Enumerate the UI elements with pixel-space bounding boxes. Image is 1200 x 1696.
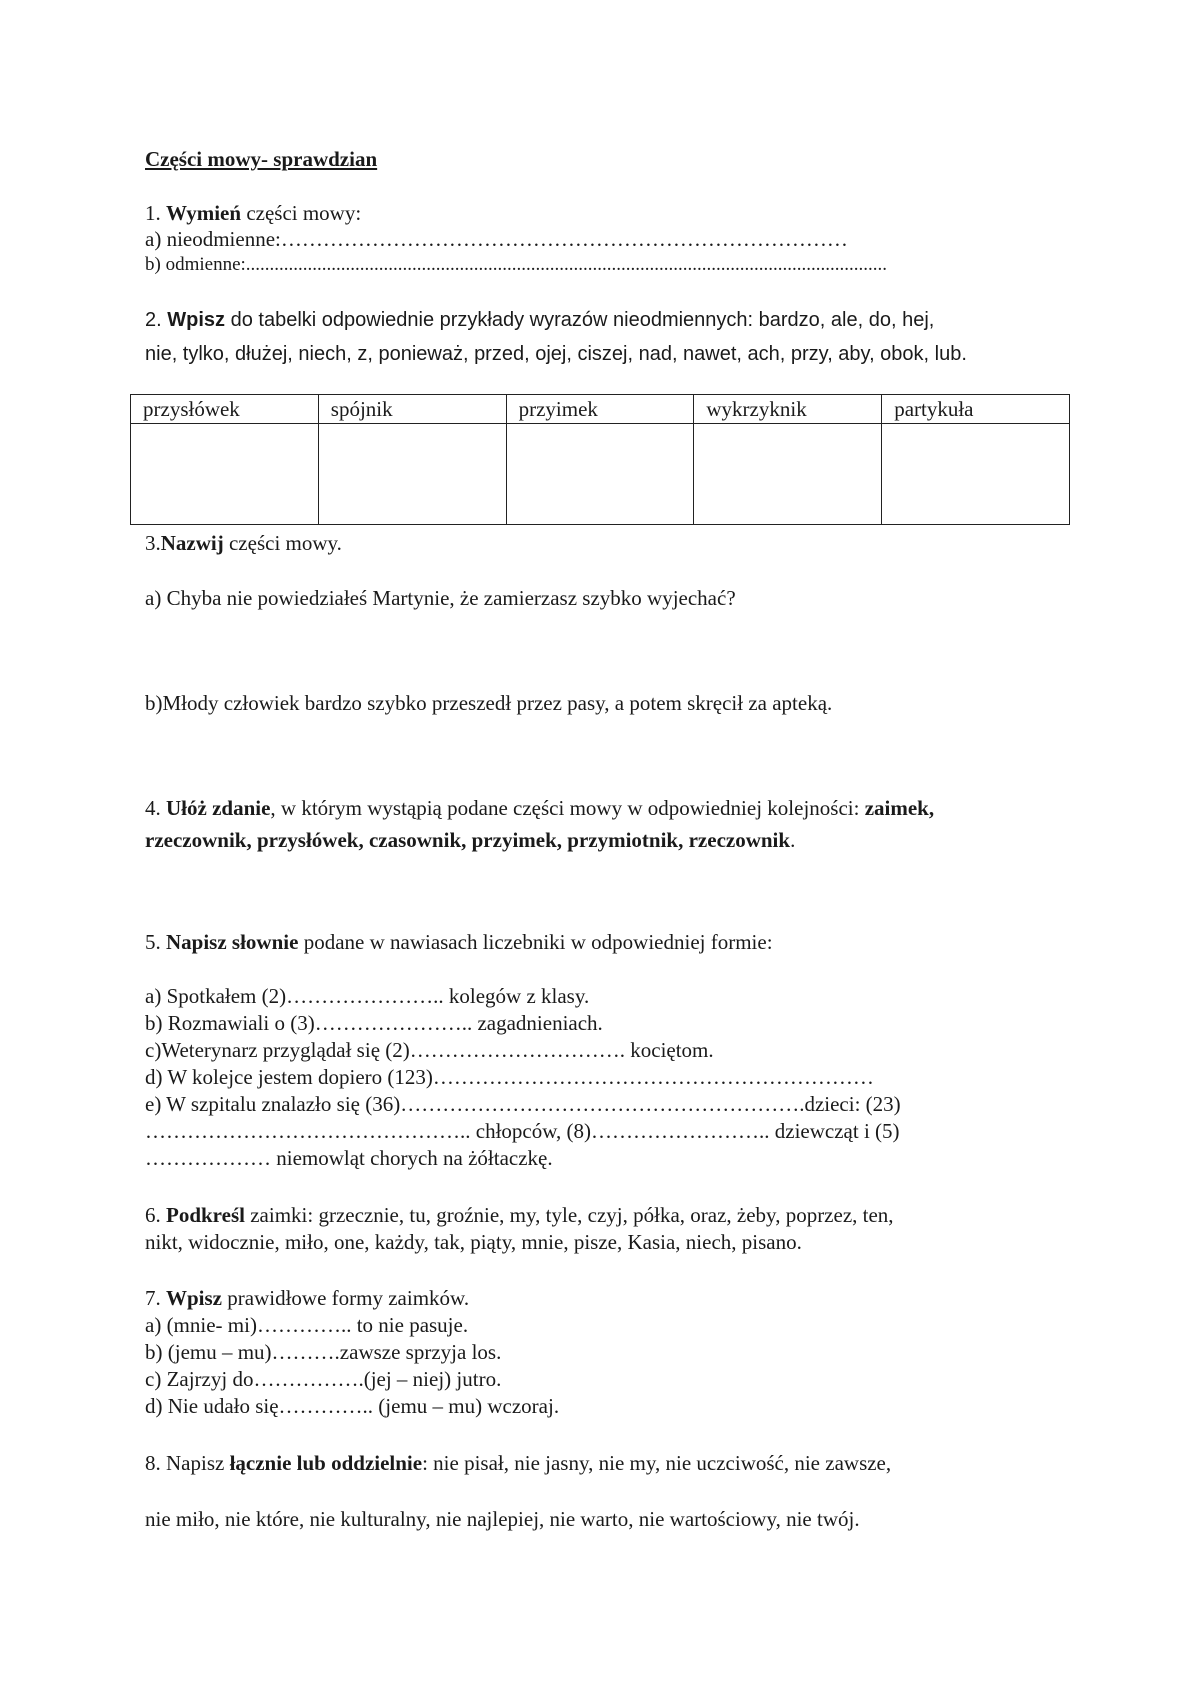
answer-cell-przyslowek[interactable]	[131, 424, 319, 525]
q5-heading: 5. Napisz słownie podane w nawiasach liczebniki w odpowiedniej formie:	[145, 930, 773, 954]
q6-heading: 6. Podkreśl zaimki: grzecznie, tu, groźnie, my, tyle, czyj, półka, oraz, żeby, poprzez, ten,	[145, 1203, 894, 1227]
table-header-row	[131, 395, 1070, 424]
table-header-cell: przysłówek	[131, 395, 319, 424]
q5-item[interactable]: ……………… niemowląt chorych na żółtaczkę.	[145, 1146, 553, 1170]
answer-cell-wykrzyknik[interactable]	[694, 424, 882, 525]
q5-item[interactable]: a) Spotkałem (2)………………….. kolegów z klasy.	[145, 984, 590, 1008]
q4-parts-list: rzeczownik, przysłówek, czasownik, przyimek, przymiotnik, rzeczownik.	[145, 828, 796, 852]
q8-keyword: łącznie lub oddzielnie	[229, 1451, 423, 1475]
answer-cell-spojnik[interactable]	[318, 424, 506, 525]
table-header-cell: partykuła	[882, 395, 1070, 424]
q2-keyword: Wpisz	[167, 309, 226, 331]
q5-item[interactable]: b) Rozmawiali o (3)………………….. zagadnieniach.	[145, 1011, 603, 1035]
q4-heading: 4. Ułóż zdanie, w którym wystąpią podane części mowy w odpowiedniej kolejności: zaimek,	[145, 796, 935, 820]
q7-keyword: Wpisz	[166, 1286, 223, 1310]
q8-heading: 8. Napisz łącznie lub oddzielnie: nie pisał, nie jasny, nie my, nie uczciwość, nie zawsze,	[145, 1451, 892, 1475]
table-answer-row	[131, 424, 1070, 525]
q3-sentence-a: a) Chyba nie powiedziałeś Martynie, że zamierzasz szybko wyjechać?	[145, 586, 736, 610]
q6-keyword: Podkreśl	[166, 1203, 245, 1227]
q2-heading: 2. Wpisz do tabelki odpowiednie przykłady wyrazów nieodmiennych: bardzo, ale, do, hej,	[145, 309, 935, 331]
q5-item[interactable]: c)Weterynarz przyglądał się (2)…………………………. kociętom.	[145, 1038, 714, 1062]
q2-word-list: nie, tylko, dłużej, niech, z, ponieważ, przed, ojej, ciszej, nad, nawet, ach, przy, aby, obok, lub.	[145, 343, 967, 365]
q8-word-list: nie miło, nie które, nie kulturalny, nie najlepiej, nie warto, nie wartościowy, nie twój.	[145, 1507, 860, 1531]
q3-keyword: Nazwij	[160, 531, 224, 555]
q1-heading: 1. Wymień części mowy:	[145, 201, 362, 225]
q5-keyword: Napisz słownie	[166, 930, 299, 954]
q7-item[interactable]: a) (mnie- mi)………….. to nie pasuje.	[145, 1313, 469, 1337]
q3-heading: 3.Nazwij części mowy.	[145, 531, 342, 555]
q3-sentence-b: b)Młody człowiek bardzo szybko przeszedł przez pasy, a potem skręcił za apteką.	[145, 691, 833, 715]
table-header-cell: wykrzyknik	[694, 395, 882, 424]
q5-item[interactable]: e) W szpitalu znalazło się (36)………………………………………………….dzieci: (23)	[145, 1092, 901, 1116]
q7-item[interactable]: c) Zajrzyj do…………….(jej – niej) jutro.	[145, 1367, 502, 1391]
parts-of-speech-table	[130, 394, 1070, 525]
q7-heading: 7. Wpisz prawidłowe formy zaimków.	[145, 1286, 470, 1310]
q6-word-list: nikt, widocznie, miło, one, każdy, tak, piąty, mnie, pisze, Kasia, niech, pisano.	[145, 1230, 802, 1254]
worksheet-title: Części mowy- sprawdzian	[145, 147, 378, 171]
q5-item[interactable]: d) W kolejce jestem dopiero (123)………………………………………………………	[145, 1065, 874, 1089]
table-header-cell: spójnik	[318, 395, 506, 424]
q1-answer-b[interactable]: b) odmienne:.......................................................................................................................................	[145, 254, 888, 275]
q7-item[interactable]: b) (jemu – mu)……….zawsze sprzyja los.	[145, 1340, 502, 1364]
q1-keyword: Wymień	[166, 201, 242, 225]
table-header-cell: przyimek	[506, 395, 694, 424]
q1-answer-a[interactable]: a) nieodmienne:………………………………………………………………………	[145, 227, 848, 251]
q7-item[interactable]: d) Nie udało się………….. (jemu – mu) wczoraj.	[145, 1394, 560, 1418]
answer-cell-przyimek[interactable]	[506, 424, 694, 525]
answer-cell-partykula[interactable]	[882, 424, 1070, 525]
q5-item[interactable]: ……………………………………….. chłopców, (8)…………………….. dziewcząt i (5)	[145, 1119, 900, 1143]
q4-keyword: Ułóż zdanie	[166, 796, 271, 820]
